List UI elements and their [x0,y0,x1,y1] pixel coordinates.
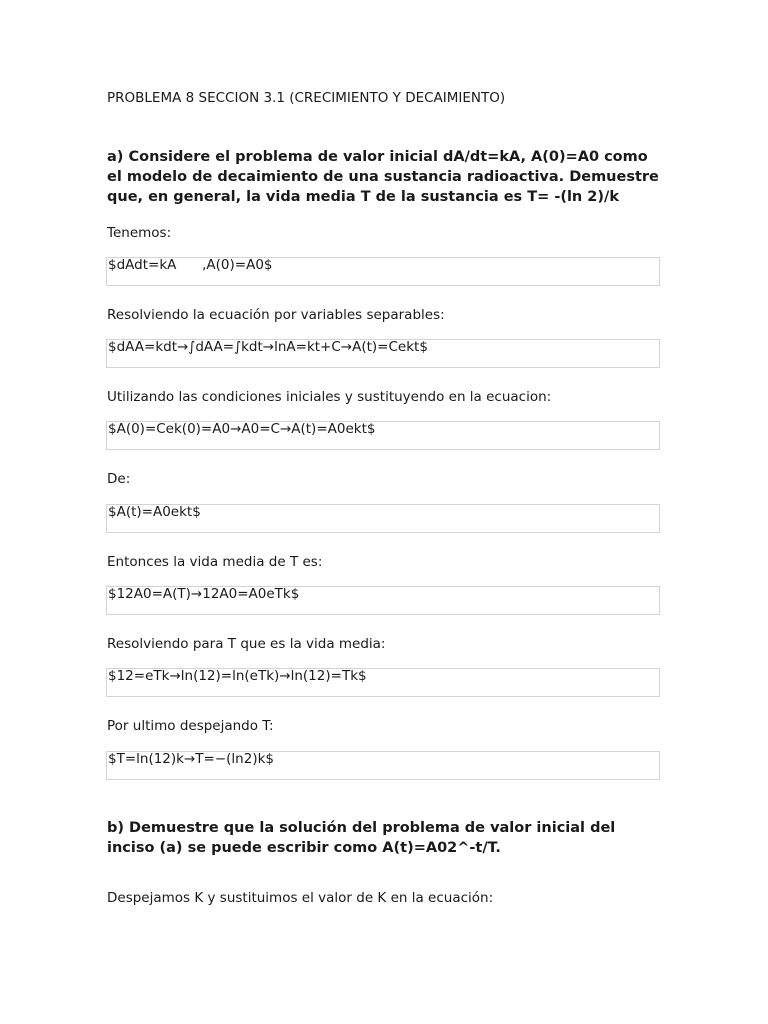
math-box: $dAdt=kA ,A(0)=A0$ [106,257,660,286]
math-box: $A(t)=A0ekt$ [106,504,660,533]
document-title: PROBLEMA 8 SECCION 3.1 (CRECIMIENTO Y DECAIMIENTO) [107,90,506,106]
step-text: Resolviendo la ecuación por variables separables: [107,307,445,323]
math-box: $T=ln(12)k→T=−(ln2)k$ [106,751,660,780]
part-b-text: Despejamos K y sustituimos el valor de K en la ecuación: [107,890,494,906]
step-text: Tenemos: [107,225,172,241]
math-box: $12=eTk→ln(12)=ln(eTk)→ln(12)=Tk$ [106,668,660,697]
step-text: Resolviendo para T que es la vida media: [107,636,386,652]
step-text: Entonces la vida media de T es: [107,554,323,570]
part-a-heading: a) Considere el problema de valor inicial dA/dt=kA, A(0)=A0 como el modelo de decaimiento de una sustancia radioactiva. Demuestre que, en general, la vida media T de la sustancia es T= -(ln 2)/k [107,149,659,205]
math-box: $12A0=A(T)→12A0=A0eTk$ [106,586,660,615]
math-box: $dAA=kdt→∫dAA=∫kdt→lnA=kt+C→A(t)=Cekt$ [106,339,660,368]
step-text: Por ultimo despejando T: [107,718,274,734]
math-box: $A(0)=Cek(0)=A0→A0=C→A(t)=A0ekt$ [106,421,660,450]
step-text: Utilizando las condiciones iniciales y sustituyendo en la ecuacion: [107,389,552,405]
step-text: De: [107,471,131,487]
part-b-heading: b) Demuestre que la solución del problema de valor inicial del inciso (a) se puede escribir como A(t)=A02^-t/T. [107,820,616,856]
